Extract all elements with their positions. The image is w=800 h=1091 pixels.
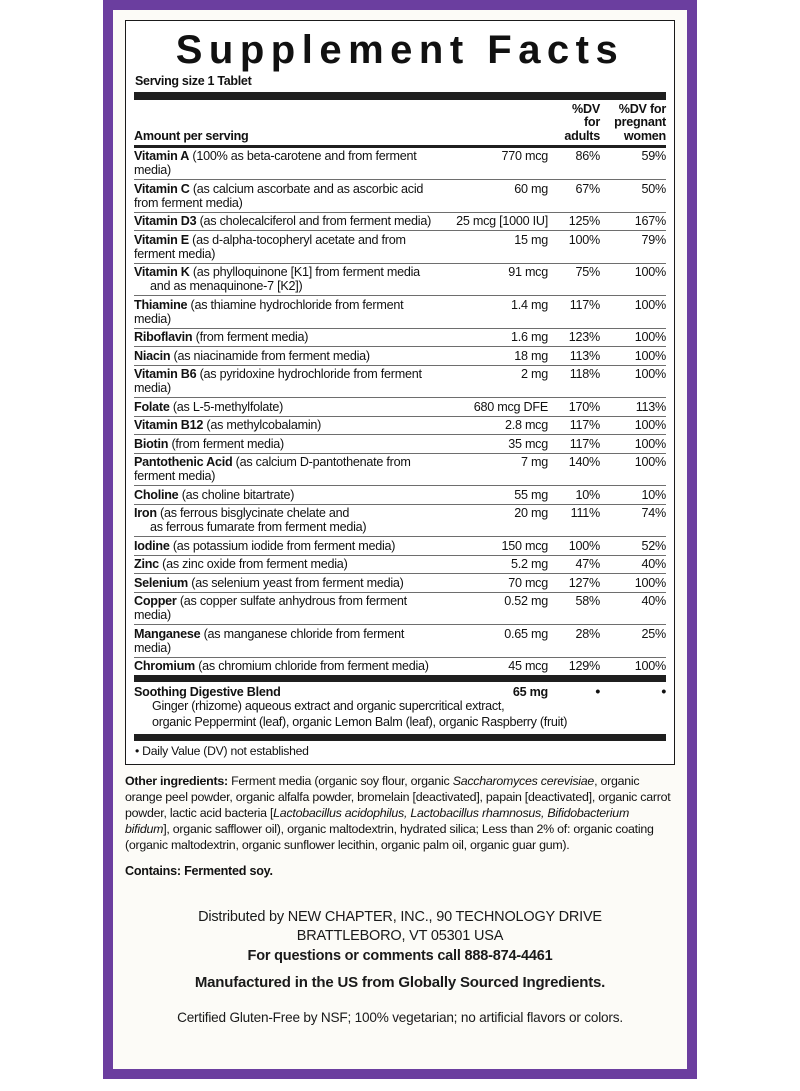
nutrient-name: Zinc [134, 557, 159, 572]
nutrient-dv-pregnant: 74% [604, 504, 666, 537]
blend-ingredients-line-1: Ginger (rhizome) aqueous extract and organic supercritical extract, [152, 699, 505, 714]
blend-dv-pregnant: • [661, 683, 666, 700]
nutrient-name: Choline [134, 487, 179, 502]
nutrient-dv-adults: 118% [552, 365, 604, 398]
nutrient-amount: 18 mg [440, 347, 552, 366]
serving-size: Serving size 1 Tablet [135, 74, 252, 88]
nutrient-amount: 770 mcg [501, 149, 548, 164]
dv-adults-line-2: for [583, 115, 600, 130]
nutrient-dv-pregnant: 40% [604, 592, 666, 625]
blend-row [134, 682, 666, 699]
nutrient-name-cell [134, 592, 440, 625]
nutrient-amount: 2 mg [440, 365, 552, 398]
nutrient-name: Vitamin C [134, 181, 190, 196]
nutrient-name: Copper [134, 594, 177, 609]
contains-statement: Contains: Fermented soy. [125, 864, 273, 879]
nutrient-source: (from ferment media) [171, 436, 285, 451]
divider-before-blend [134, 675, 666, 682]
nutrient-name-cell [134, 537, 440, 556]
nutrient-row [134, 625, 666, 658]
nutrient-dv-adults: 75% [552, 263, 604, 296]
nutrient-source: (as manganese chloride from ferment media) [134, 626, 405, 655]
nutrient-dv-pregnant: 50% [604, 180, 666, 213]
nutrient-dv-pregnant: 100% [604, 347, 666, 366]
nutrient-dv-adults: 117% [552, 435, 604, 454]
nutrient-row [134, 504, 666, 537]
dv-adults-line-3: adults [564, 128, 600, 143]
nutrient-dv-adults: 100% [552, 537, 604, 556]
other-ingredients-label: Other ingredients: [125, 774, 228, 789]
blend-ingredients-line-2: organic Peppermint (leaf), organic Lemon Balm (leaf), organic Raspberry (fruit) [152, 714, 568, 729]
nutrient-row [134, 435, 666, 454]
nutrient-name: Vitamin D3 [134, 214, 197, 229]
distributor-line-1: Distributed by NEW CHAPTER, INC., 90 TECHNOLOGY DRIVE [198, 909, 602, 926]
nutrient-row [134, 537, 666, 556]
nutrient-row [134, 365, 666, 398]
nutrient-dv-adults: 127% [552, 574, 604, 593]
nutrient-name-cell [134, 416, 440, 435]
nutrient-row [134, 416, 666, 435]
nutrient-row [134, 296, 666, 329]
nutrient-name-cell [134, 296, 440, 329]
nutrient-dv-pregnant: 100% [604, 416, 666, 435]
nutrients-table [134, 148, 666, 676]
nutrient-amount: 20 mg [440, 504, 552, 537]
nutrient-name-cell [134, 231, 440, 264]
nutrient-name-cell [134, 398, 440, 417]
nutrient-dv-pregnant: 113% [604, 398, 666, 417]
nutrient-name-cell [134, 435, 440, 454]
nutrient-dv-pregnant: 100% [604, 296, 666, 329]
other-ingredients-text-2: , organic orange peel powder, organic alfalfa powder, bromelain [deactivated], papain [deactivated], organic carrot powder, lactic acid bacteria [ [125, 774, 671, 820]
nutrient-amount: 7 mg [440, 453, 552, 486]
nutrient-row [134, 555, 666, 574]
blend-dv-adults: • [595, 683, 600, 700]
label-panel [103, 0, 697, 1079]
nutrient-name: Folate [134, 399, 170, 414]
nutrient-dv-adults: 10% [552, 486, 604, 505]
certification-statement: Certified Gluten-Free by NSF; 100% vegetarian; no artificial flavors or colors. [177, 1010, 623, 1026]
nutrient-amount: 0.65 mg [440, 625, 552, 658]
nutrient-amount: 55 mg [440, 486, 552, 505]
nutrient-dv-pregnant: 100% [604, 263, 666, 296]
nutrient-row [134, 347, 666, 366]
nutrient-amount: 60 mg [440, 180, 552, 213]
nutrient-row [134, 574, 666, 593]
nutrient-source: (as selenium yeast from ferment media) [191, 575, 404, 590]
nutrient-name-cell [134, 365, 440, 398]
nutrient-name: Vitamin K [134, 265, 190, 280]
nutrient-source: (as phylloquinone [K1] from ferment media [192, 265, 420, 280]
nutrient-name-cell [134, 347, 440, 366]
nutrient-dv-pregnant: 10% [604, 486, 666, 505]
nutrient-row [134, 486, 666, 505]
nutrient-row [134, 657, 666, 675]
nutrient-dv-pregnant: 25% [604, 625, 666, 658]
nutrient-source: (as d-alpha-tocopheryl acetate and from ferment media) [134, 232, 406, 261]
nutrient-dv-adults: 86% [575, 149, 600, 164]
contact-phone-line: For questions or comments call 888-874-4461 [247, 948, 553, 965]
nutrient-name-cell [134, 453, 440, 486]
nutrient-name-cell [134, 555, 440, 574]
nutrient-source: (as copper sulfate anhydrous from ferment media) [134, 594, 407, 623]
nutrient-source: (as pyridoxine hydrochloride from ferment media) [134, 367, 422, 396]
nutrient-source-line-2: as ferrous fumarate from ferment media) [150, 520, 367, 535]
nutrient-name-cell [134, 504, 440, 537]
nutrient-name: Selenium [134, 575, 188, 590]
table-column-headers [134, 100, 666, 145]
distributor-line-2: BRATTLEBORO, VT 05301 USA [296, 928, 504, 945]
nutrient-name-cell [134, 148, 440, 180]
nutrient-dv-pregnant: 100% [604, 574, 666, 593]
nutrient-row [134, 148, 666, 180]
nutrient-amount: 1.6 mg [440, 328, 552, 347]
nutrient-amount: 25 mcg [1000 IU] [440, 212, 552, 231]
nutrient-dv-adults: 125% [552, 212, 604, 231]
nutrient-name-cell [134, 657, 440, 675]
nutrient-dv-adults: 28% [552, 625, 604, 658]
nutrient-dv-adults: 129% [552, 657, 604, 675]
nutrient-name-cell [134, 180, 440, 213]
dv-adults-line-1: %DV [572, 102, 600, 116]
nutrient-row [134, 328, 666, 347]
nutrient-name-cell [134, 486, 440, 505]
nutrient-dv-adults: 47% [552, 555, 604, 574]
nutrient-dv-adults: 58% [552, 592, 604, 625]
nutrient-name: Vitamin B12 [134, 418, 204, 433]
nutrient-amount: 1.4 mg [440, 296, 552, 329]
nutrient-dv-pregnant: 100% [604, 435, 666, 454]
nutrient-dv-adults: 117% [552, 416, 604, 435]
label-panel-inner [113, 10, 687, 1069]
blend-amount: 65 mg [512, 685, 548, 700]
nutrient-source: (as chromium chloride from ferment media) [198, 659, 429, 674]
other-ingredients-text-1: Ferment media (organic soy flour, organic [227, 774, 453, 789]
nutrient-amount: 0.52 mg [440, 592, 552, 625]
nutrient-amount: 15 mg [440, 231, 552, 264]
nutrient-source: (as choline bitartrate) [181, 487, 295, 502]
nutrient-source: (as zinc oxide from ferment media) [162, 557, 348, 572]
nutrient-name: Manganese [134, 626, 201, 641]
nutrient-name: Riboflavin [134, 330, 193, 345]
nutrient-dv-pregnant: 100% [604, 365, 666, 398]
nutrient-amount: 45 mcg [440, 657, 552, 675]
amount-per-serving-label: Amount per serving [134, 129, 249, 144]
nutrient-name: Vitamin E [134, 232, 189, 247]
nutrient-source: (as calcium ascorbate and as ascorbic acid from ferment media) [134, 181, 424, 210]
nutrient-source: (as L-5-methylfolate) [172, 399, 284, 414]
other-ingredients-italic-2: Lactobacillus acidophilus, Lactobacillus rhamnosus, Bifidobacterium bifidum [125, 805, 630, 836]
nutrient-source: (as thiamine hydrochloride from ferment media) [134, 297, 404, 326]
dv-pregnant-line-3: women [623, 128, 666, 143]
nutrient-name-cell [134, 263, 440, 296]
nutrient-source: (as potassium iodide from ferment media) [172, 538, 396, 553]
daily-value-note: • Daily Value (DV) not established [135, 744, 309, 759]
nutrient-dv-pregnant: 59% [641, 149, 666, 164]
nutrient-name: Chromium [134, 659, 195, 674]
nutrient-row [134, 453, 666, 486]
nutrient-name: Iodine [134, 538, 170, 553]
nutrient-name: Vitamin A [134, 149, 190, 164]
nutrient-row [134, 212, 666, 231]
nutrient-amount: 5.2 mg [440, 555, 552, 574]
divider-thick-top [134, 92, 666, 100]
nutrient-name-cell [134, 625, 440, 658]
dv-pregnant-line-2: pregnant [614, 115, 666, 130]
supplement-facts-title: Supplement Facts [175, 28, 625, 72]
nutrient-amount: 2.8 mcg [440, 416, 552, 435]
nutrient-source: (as methylcobalamin) [206, 418, 322, 433]
nutrient-dv-pregnant: 100% [604, 453, 666, 486]
nutrient-source: (as calcium D-pantothenate from ferment media) [134, 455, 411, 484]
nutrient-source: (from ferment media) [195, 330, 309, 345]
nutrient-amount: 35 mcg [440, 435, 552, 454]
nutrient-source-line-2: and as menaquinone-7 [K2]) [150, 279, 303, 294]
nutrient-name: Biotin [134, 436, 169, 451]
nutrient-name: Iron [134, 506, 157, 521]
nutrient-source: (100% as beta-carotene and from ferment media) [134, 149, 417, 178]
divider-after-blend [134, 734, 666, 741]
nutrient-amount: 680 mcg DFE [440, 398, 552, 417]
nutrient-row [134, 592, 666, 625]
nutrient-dv-adults: 170% [552, 398, 604, 417]
nutrient-name: Pantothenic Acid [134, 455, 233, 470]
other-ingredients-italic-1: Saccharomyces cerevisiae [452, 774, 595, 789]
label-footer [125, 908, 675, 1027]
nutrient-name-cell [134, 212, 440, 231]
nutrient-source: (as cholecalciferol and from ferment media) [199, 214, 432, 229]
nutrient-source: (as niacinamide from ferment media) [173, 348, 370, 363]
column-header-dv-pregnant [604, 103, 666, 143]
nutrient-amount: 70 mcg [440, 574, 552, 593]
nutrient-dv-adults: 67% [552, 180, 604, 213]
manufactured-statement: Manufactured in the US from Globally Sourced Ingredients. [194, 974, 606, 992]
nutrient-dv-pregnant: 100% [604, 328, 666, 347]
nutrient-dv-pregnant: 52% [604, 537, 666, 556]
blend-name: Soothing Digestive Blend [134, 685, 281, 700]
nutrient-dv-adults: 140% [552, 453, 604, 486]
nutrient-row [134, 263, 666, 296]
nutrient-amount: 150 mcg [440, 537, 552, 556]
nutrient-name-cell [134, 574, 440, 593]
nutrient-dv-adults: 100% [552, 231, 604, 264]
nutrient-name: Thiamine [134, 297, 188, 312]
nutrient-dv-pregnant: 79% [604, 231, 666, 264]
nutrient-row [134, 398, 666, 417]
nutrient-dv-adults: 123% [552, 328, 604, 347]
nutrient-dv-adults: 117% [552, 296, 604, 329]
column-header-dv-adults [548, 103, 604, 143]
dv-pregnant-line-1: %DV for [618, 102, 666, 116]
nutrient-dv-adults: 113% [552, 347, 604, 366]
nutrient-amount: 91 mcg [440, 263, 552, 296]
nutrient-row [134, 231, 666, 264]
nutrient-source: (as ferrous bisglycinate chelate and [160, 506, 350, 521]
other-ingredients-paragraph [125, 774, 675, 853]
nutrient-name: Niacin [134, 348, 171, 363]
supplement-facts-box [125, 20, 675, 765]
nutrient-name: Vitamin B6 [134, 367, 197, 382]
nutrient-dv-pregnant: 40% [604, 555, 666, 574]
nutrient-name-cell [134, 328, 440, 347]
other-ingredients-text-3: ], organic safflower oil), organic maltodextrin, hydrated silica; Less than 2% of: organic coating (organic maltodextrin, organic sunflower lecithin, organic palm oil, organic guar gum). [125, 821, 654, 852]
nutrient-dv-pregnant: 167% [604, 212, 666, 231]
nutrient-row [134, 180, 666, 213]
nutrient-dv-adults: 111% [552, 504, 604, 537]
nutrient-dv-pregnant: 100% [604, 657, 666, 675]
